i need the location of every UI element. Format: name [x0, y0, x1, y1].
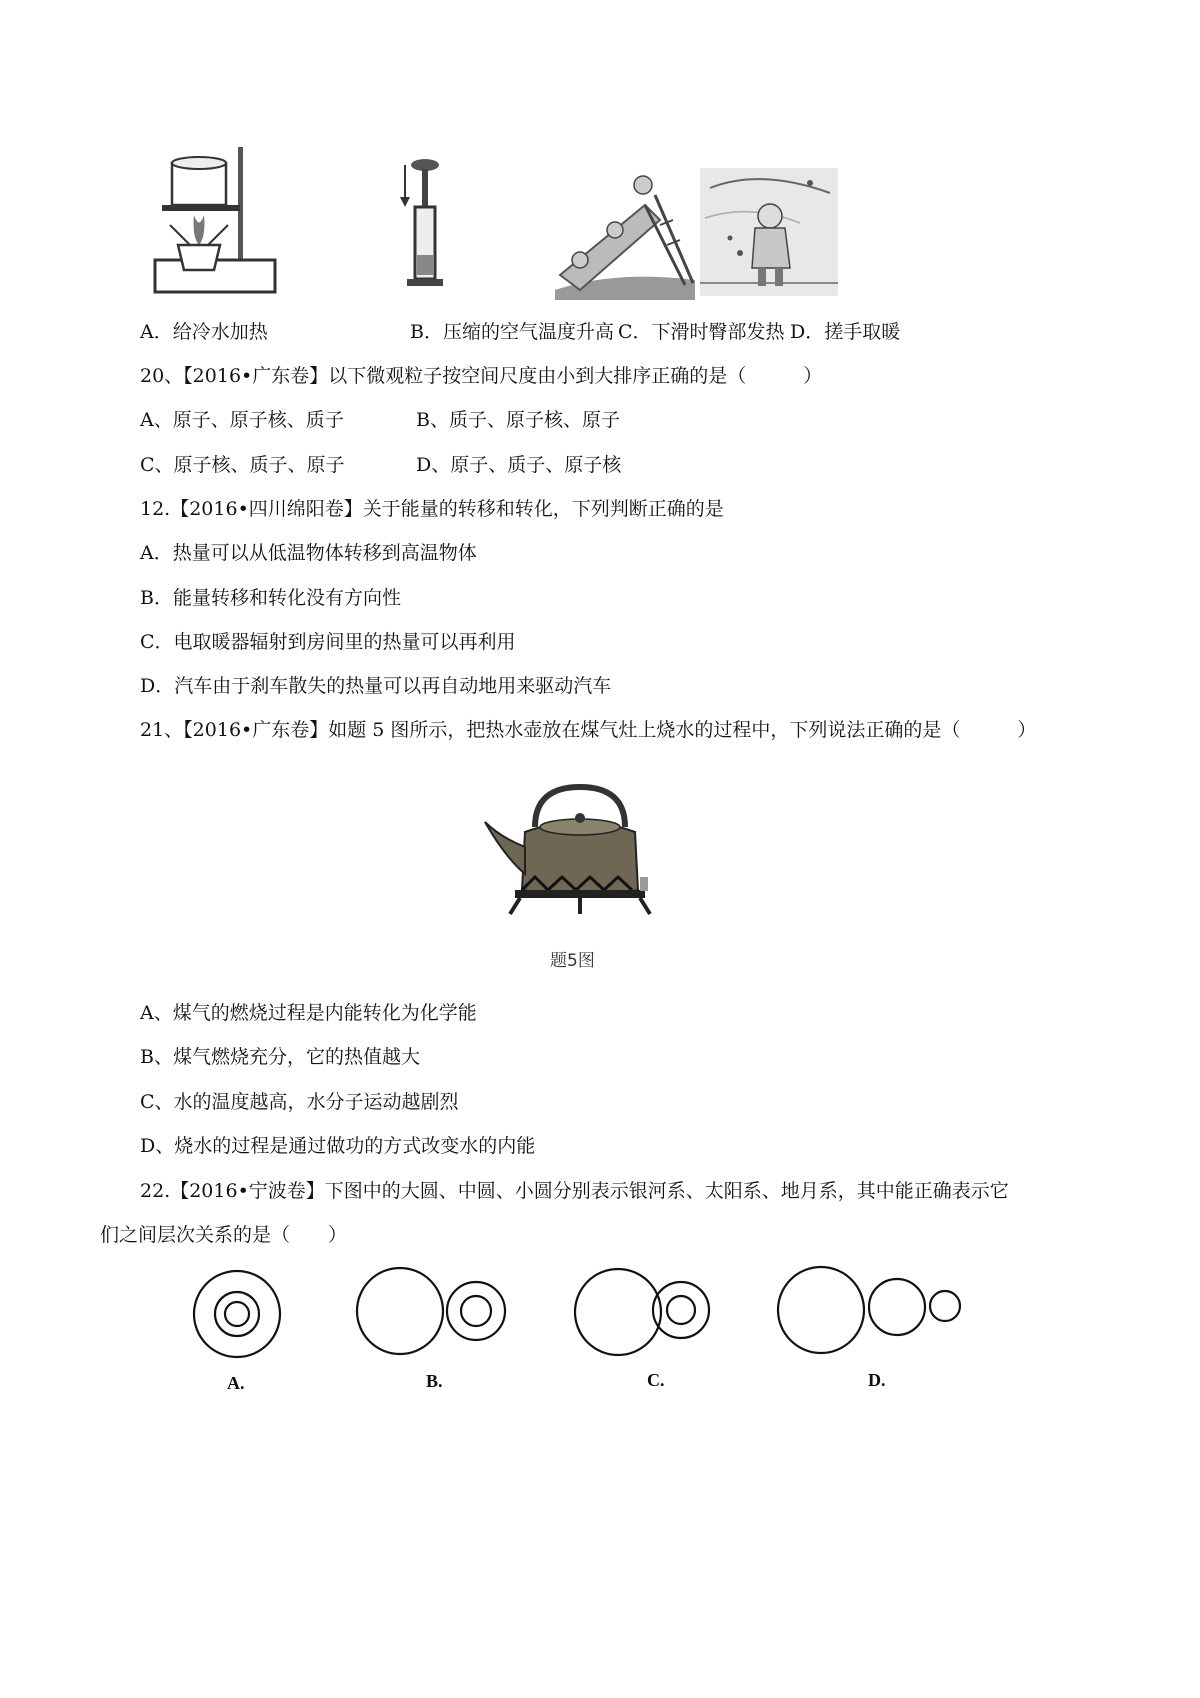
q19-option-a: A．给冷水加热	[140, 321, 268, 343]
circle-options-figure	[180, 1260, 980, 1370]
rubbing-hands-figure	[700, 168, 838, 296]
q21-stem: 21、【2016•广东卷】如题 5 图所示，把热水壶放在煤气灶上烧水的过程中，下列说法正确的是（ ）	[140, 719, 1037, 741]
q21-option-c: C、水的温度越高，水分子运动越剧烈	[140, 1091, 459, 1113]
option-a-circles	[194, 1271, 280, 1357]
option-d-circles	[778, 1267, 960, 1353]
q21-figure-caption: 题5图	[550, 951, 595, 971]
q12-option-d: D．汽车由于刹车散失的热量可以再自动地用来驱动汽车	[140, 675, 612, 697]
q19-option-c: C．下滑时臀部发热	[618, 321, 785, 343]
q21-option-b: B、煤气燃烧充分，它的热值越大	[140, 1046, 420, 1068]
option-c-circles	[575, 1269, 709, 1355]
q22-label-a: A.	[227, 1373, 245, 1393]
slide-figure	[555, 165, 695, 300]
q19-option-b: B．压缩的空气温度升高	[410, 321, 614, 343]
q12-option-b: B．能量转移和转化没有方向性	[140, 587, 401, 609]
q20-option-d: D、原子、质子、原子核	[416, 454, 622, 476]
heating-water-figure	[150, 145, 280, 305]
q22-stem-line1: 22.【2016•宁波卷】下图中的大圆、中圆、小圆分别表示银河系、太阳系、地月系，其中能正确表示它	[140, 1180, 1009, 1202]
q20-option-c: C、原子核、质子、原子	[140, 454, 345, 476]
q22-stem-line2: 们之间层次关系的是（ ）	[100, 1224, 348, 1246]
q22-label-d: D.	[868, 1370, 886, 1390]
q19-option-d: D．搓手取暖	[790, 321, 901, 343]
q12-option-a: A．热量可以从低温物体转移到高温物体	[140, 542, 477, 564]
q12-stem: 12.【2016•四川绵阳卷】关于能量的转移和转化，下列判断正确的是	[140, 498, 724, 520]
q20-option-a: A、原子、原子核、质子	[140, 409, 344, 431]
q22-label-c: C.	[647, 1370, 665, 1390]
q21-option-a: A、煤气的燃烧过程是内能转化为化学能	[140, 1002, 477, 1024]
q20-stem: 20、【2016•广东卷】以下微观粒子按空间尺度由小到大排序正确的是（ ）	[140, 365, 823, 387]
kettle-on-stove-figure	[480, 782, 660, 922]
q12-option-c: C．电取暖器辐射到房间里的热量可以再利用	[140, 631, 516, 653]
q21-option-d: D、烧水的过程是通过做功的方式改变水的内能	[140, 1135, 536, 1157]
option-b-circles	[357, 1268, 505, 1354]
q22-label-b: B.	[426, 1371, 443, 1391]
q20-option-b: B、质子、原子核、原子	[416, 409, 620, 431]
air-compression-figure	[395, 155, 455, 290]
